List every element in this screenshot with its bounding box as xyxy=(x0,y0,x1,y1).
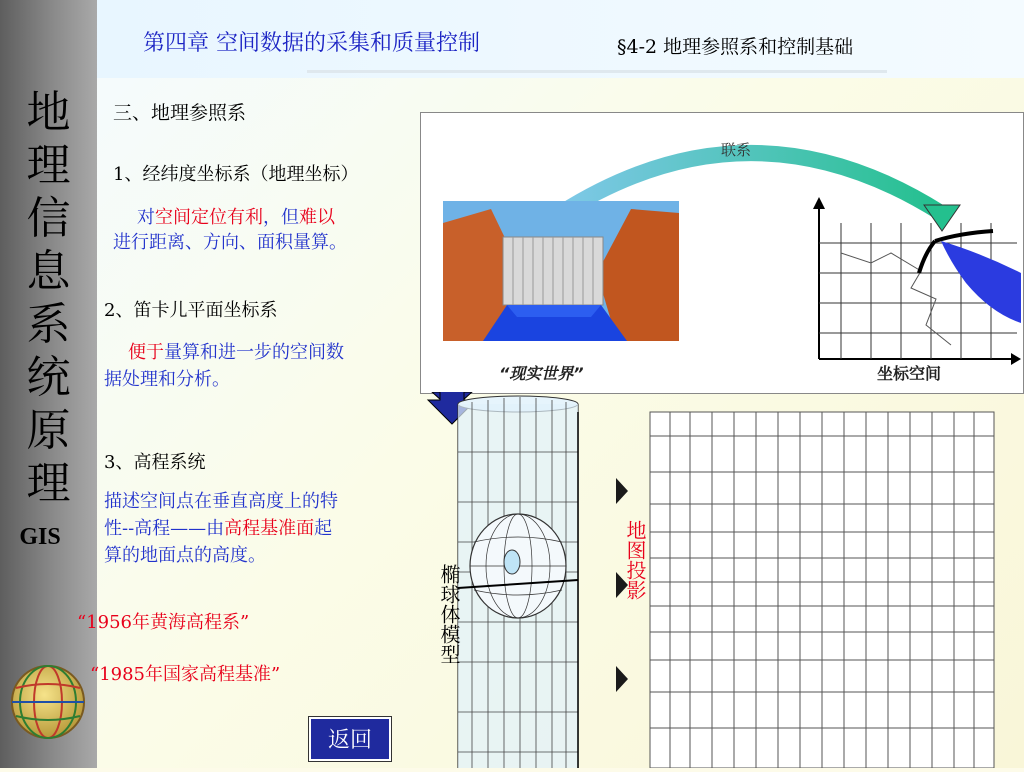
back-button[interactable]: 返回 xyxy=(309,717,391,761)
item3-line2 xyxy=(104,516,332,541)
item2-highlight: 便于 xyxy=(128,342,164,363)
map-projection-label: 地图投影 xyxy=(623,520,647,600)
light-bulb-icon xyxy=(504,550,520,574)
title-char: 信 xyxy=(26,193,71,244)
item1-line2: 进行距离、方向、面积量算。 xyxy=(113,232,347,253)
projection-figure xyxy=(420,392,1024,768)
title-char: 理 xyxy=(26,458,71,509)
title-char: 理 xyxy=(26,140,71,191)
section-heading: 三、地理参照系 xyxy=(113,102,247,124)
real-world-coordinate-diagram xyxy=(421,113,1023,393)
coordinate-grid xyxy=(813,197,1021,365)
datum-1985: “1985年国家高程基准” xyxy=(90,664,281,685)
header-divider xyxy=(307,70,887,73)
title-char: 系 xyxy=(26,299,71,350)
section-title: §4-2 地理参照系和控制基础 xyxy=(617,36,854,58)
sidebar xyxy=(0,0,97,768)
vertical-course-title xyxy=(0,86,97,510)
item1-highlight: 空间定位有利 xyxy=(155,207,263,228)
item3-text: 起 xyxy=(314,518,333,539)
title-char: 息 xyxy=(26,246,71,297)
datum-1956: “1956年黄海高程系” xyxy=(77,612,250,633)
item1-text: ，但 xyxy=(263,207,299,228)
item3-line3: 算的地面点的高度。 xyxy=(104,545,266,566)
item1-highlight: 难以 xyxy=(299,207,335,228)
title-char: 原 xyxy=(26,405,71,456)
item3-title: 3、高程系统 xyxy=(104,452,206,473)
item1-text: 对 xyxy=(137,207,155,228)
pointer-icon xyxy=(616,478,628,504)
item2-text: 量算和进一步的空间数 xyxy=(164,342,344,363)
link-label: 联系 xyxy=(721,141,752,159)
reference-figure xyxy=(420,112,1024,394)
ellipsoid-model-label: 椭球体模型 xyxy=(437,564,461,664)
globe-logo-icon xyxy=(4,660,92,744)
item1-title: 1、经纬度坐标系（地理坐标） xyxy=(113,164,359,185)
item1-line1 xyxy=(137,205,335,230)
chapter-title: 第四章 空间数据的采集和质量控制 xyxy=(143,31,480,56)
projection-diagram xyxy=(420,392,1024,768)
title-char: 地 xyxy=(26,87,71,138)
cylinder-projection xyxy=(458,396,578,768)
item3-line1: 描述空间点在垂直高度上的特 xyxy=(104,491,338,512)
real-world-label: “现实世界” xyxy=(499,364,584,383)
real-world-photo xyxy=(443,201,679,341)
item3-highlight: 高程基准面 xyxy=(224,518,315,539)
item2-line1 xyxy=(128,340,344,365)
pointer-icon xyxy=(616,666,628,692)
arrow-head-right-icon xyxy=(924,205,960,231)
title-char: 统 xyxy=(26,352,71,403)
coordinate-space-label: 坐标空间 xyxy=(877,364,942,383)
map-grid xyxy=(650,412,994,768)
gis-label: GIS xyxy=(19,524,61,550)
item2-line2: 据处理和分析。 xyxy=(104,369,230,390)
item2-title: 2、笛卡儿平面坐标系 xyxy=(104,300,278,321)
item3-text: 性--高程——由 xyxy=(104,518,225,539)
header-band xyxy=(97,0,1024,78)
